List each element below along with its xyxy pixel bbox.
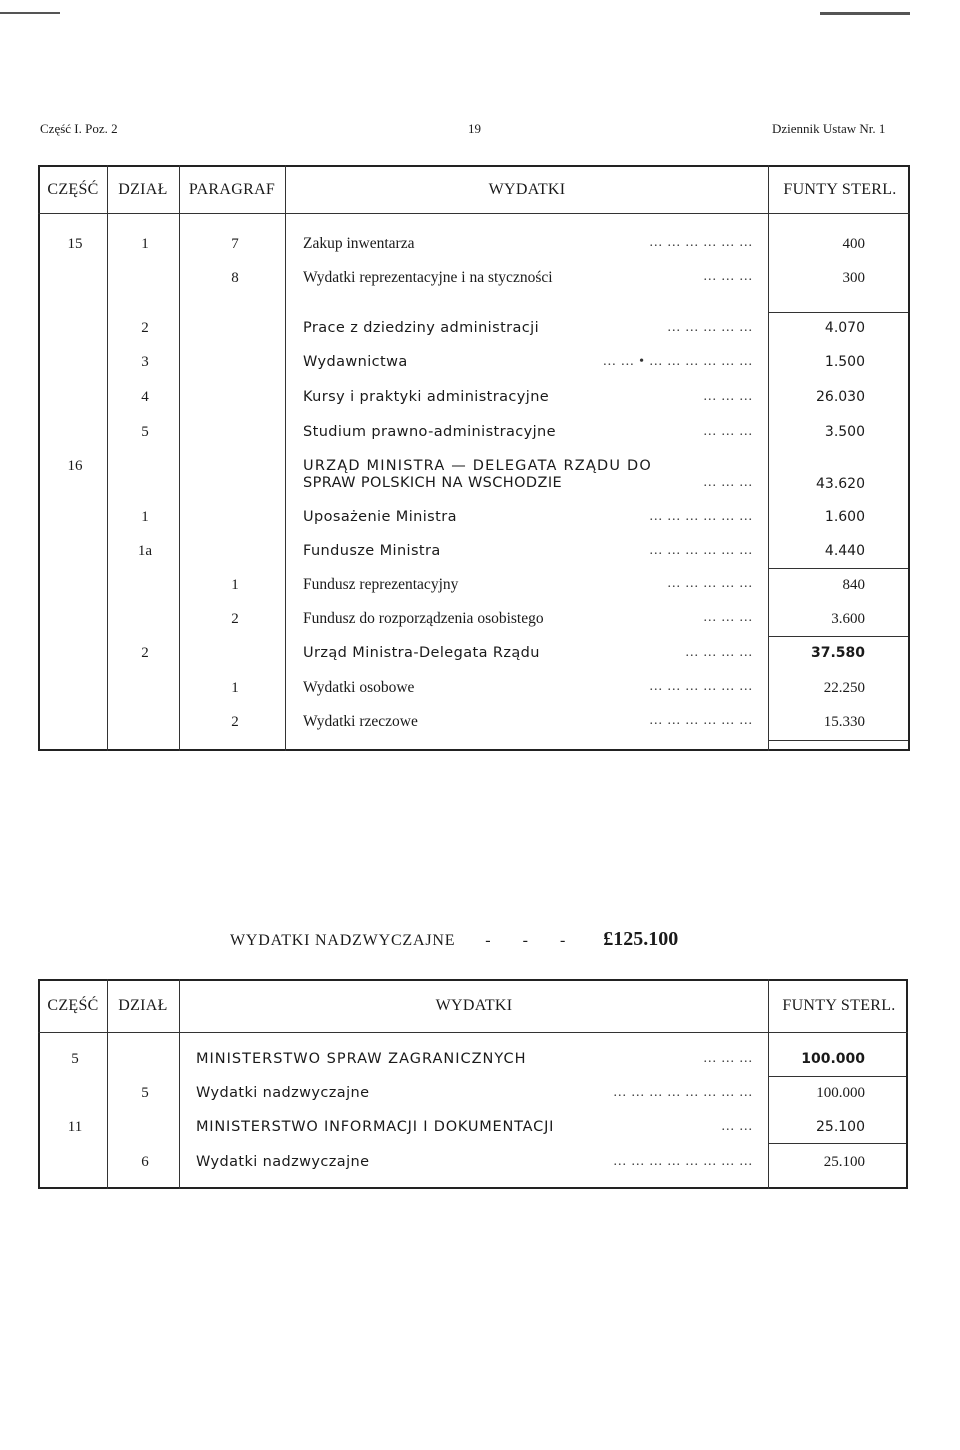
row-amount: 37.580 <box>810 645 865 661</box>
amount-rule <box>768 740 908 741</box>
row-dzial: 4 <box>141 389 149 405</box>
row-amount: 15.330 <box>823 714 865 730</box>
row-dzial: 5 <box>141 1085 149 1101</box>
header-czesc: CZĘŚĆ <box>47 181 99 198</box>
row-amount: 22.250 <box>823 680 865 696</box>
leader-dots: ... ... ... ... ... ... ... ... <box>613 1154 753 1169</box>
row-description: Uposażenie Ministra <box>303 509 457 525</box>
leader-dots: ... ... ... <box>703 389 753 404</box>
row-dzial: 6 <box>141 1154 149 1170</box>
row-dzial: 2 <box>141 645 149 661</box>
row-description: MINISTERSTWO INFORMACJI I DOKUMENTACJI <box>196 1119 555 1135</box>
row-description: Fundusz reprezentacyjny <box>303 576 459 593</box>
leader-dots: ... ... ... <box>703 269 753 284</box>
leader-dots: ... ... ... ... ... ... <box>649 509 753 524</box>
row-description: Fundusz do rozporządzenia osobistego <box>303 610 544 627</box>
leader-dots: ... ... ... ... ... ... <box>649 679 753 694</box>
leader-dots: ... ... ... ... ... ... <box>649 235 753 250</box>
row-amount: 26.030 <box>816 389 865 405</box>
row-description: Zakup inwentarza <box>303 235 415 252</box>
row-czesc: 11 <box>67 1119 83 1135</box>
amount-rule <box>768 312 908 313</box>
row-amount: 1.600 <box>824 509 865 525</box>
row-description: Studium prawno-administracyjne <box>303 424 556 440</box>
leader-dots: ... ... ... ... <box>685 645 753 660</box>
extraordinary-expenses-title <box>230 928 678 951</box>
leader-dots: ... ... ... <box>703 424 753 439</box>
amount-rule <box>768 1076 906 1077</box>
section-total: £125.100 <box>603 928 679 950</box>
amount-rule <box>768 568 908 569</box>
leader-dots: ... ... ... <box>703 475 753 490</box>
header-dzial: DZIAŁ <box>118 181 168 198</box>
row-amount: 4.070 <box>824 320 865 336</box>
leader-dots: ... ... • ... ... ... ... ... ... <box>603 354 753 369</box>
row-dzial: 1 <box>141 509 149 525</box>
row-description: MINISTERSTWO SPRAW ZAGRANICZNYCH <box>196 1051 527 1067</box>
row-paragraf: 1 <box>231 577 239 593</box>
section-separator: - - - <box>485 932 580 949</box>
row-description: Urząd Ministra-Delegata Rządu <box>303 645 540 661</box>
row-czesc: 16 <box>67 458 83 474</box>
header-wydatki: WYDATKI <box>435 997 513 1014</box>
row-description: Kursy i praktyki administracyjne <box>303 389 550 405</box>
row-amount: 300 <box>842 270 865 286</box>
header-dzial: DZIAŁ <box>118 997 168 1014</box>
row-dzial: 5 <box>141 424 149 440</box>
row-description: Wydatki reprezentacyjne i na styczności <box>303 269 553 286</box>
table1-col-divider <box>285 165 286 751</box>
row-amount: 400 <box>842 236 865 252</box>
leader-dots: ... ... ... ... ... ... <box>649 543 753 558</box>
row-amount: 25.100 <box>816 1119 865 1135</box>
leader-dots: ... ... ... ... ... <box>667 320 753 335</box>
top-rule-right <box>820 12 910 15</box>
leader-dots: ... ... ... ... ... ... <box>649 713 753 728</box>
leader-dots: ... ... ... ... ... ... ... ... <box>613 1085 753 1100</box>
top-rule <box>0 12 60 14</box>
row-amount: 100.000 <box>801 1051 865 1067</box>
row-amount: 3.600 <box>831 611 865 627</box>
row-amount: 1.500 <box>824 354 865 370</box>
header-funty: FUNTY STERL. <box>782 997 896 1014</box>
leader-dots: ... ... ... <box>703 1051 753 1066</box>
header-wydatki: WYDATKI <box>488 181 566 198</box>
page-number: 19 <box>468 121 481 136</box>
header-czesc: CZĘŚĆ <box>47 997 99 1014</box>
header-left: Część I. Poz. 2 <box>40 121 118 136</box>
row-description: Fundusze Ministra <box>303 543 441 559</box>
table1-col-divider <box>179 165 180 751</box>
header-funty: FUNTY STERL. <box>783 181 897 198</box>
leader-dots: ... ... ... <box>703 610 753 625</box>
row-description-line2: SPRAW POLSKICH NA WSCHODZIE <box>303 475 563 491</box>
row-amount: 4.440 <box>824 543 865 559</box>
row-description: Prace z dziedziny administracji <box>303 320 540 336</box>
row-amount: 100.000 <box>816 1085 865 1101</box>
row-description: Wydatki nadzwyczajne <box>196 1085 370 1101</box>
section-title: WYDATKI NADZWYCZAJNE <box>230 932 456 949</box>
row-description: Wydawnictwa <box>303 354 408 370</box>
table1-col-divider <box>107 165 108 751</box>
row-dzial: 3 <box>141 354 149 370</box>
leader-dots: ... ... ... ... ... <box>667 576 753 591</box>
row-description: URZĄD MINISTRA — DELEGATA RZĄDU DO <box>303 458 652 474</box>
row-paragraf: 2 <box>231 714 239 730</box>
row-dzial: 1a <box>137 543 153 559</box>
row-paragraf: 2 <box>231 611 239 627</box>
row-amount: 25.100 <box>823 1154 865 1170</box>
header-paragraf: PARAGRAF <box>188 181 276 198</box>
row-paragraf: 7 <box>231 236 239 252</box>
row-amount: 3.500 <box>824 424 865 440</box>
row-czesc: 5 <box>71 1051 79 1067</box>
row-paragraf: 8 <box>231 270 239 286</box>
row-description: Wydatki osobowe <box>303 679 415 696</box>
leader-dots: ... ... <box>721 1119 753 1134</box>
amount-rule <box>768 636 908 637</box>
row-czesc: 15 <box>67 236 83 252</box>
header-right: Dziennik Ustaw Nr. 1 <box>772 121 886 136</box>
row-amount: 43.620 <box>816 476 865 492</box>
row-dzial: 1 <box>141 236 149 252</box>
row-amount: 840 <box>842 577 865 593</box>
row-description: Wydatki nadzwyczajne <box>196 1154 370 1170</box>
amount-rule <box>768 1143 906 1144</box>
table2-header-rule <box>38 1032 908 1033</box>
row-description: Wydatki rzeczowe <box>303 713 418 730</box>
row-paragraf: 1 <box>231 680 239 696</box>
row-dzial: 2 <box>141 320 149 336</box>
table1-header-rule <box>38 213 910 214</box>
